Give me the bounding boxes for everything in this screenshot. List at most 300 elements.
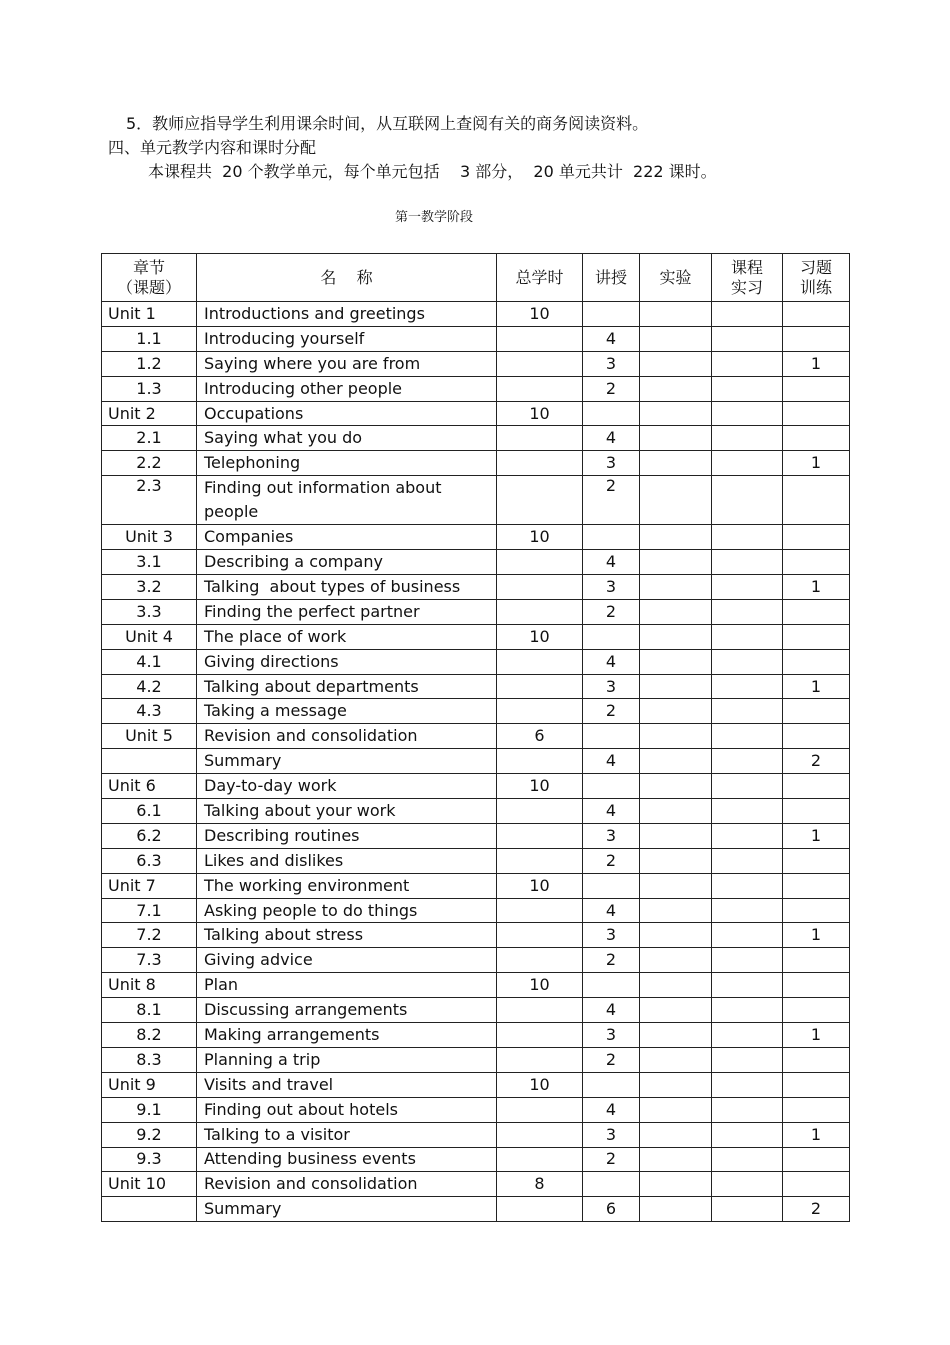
- cell-lecture: 4: [583, 326, 640, 351]
- course-summary: 本课程共 20 个教学单元，每个单元包括 3 部分， 20 单元共计 222 课时。: [148, 162, 717, 181]
- cell-total-hours: 10: [497, 873, 583, 898]
- cell-practice: [712, 1172, 783, 1197]
- cell-chapter: 3.2: [102, 575, 197, 600]
- cell-chapter: Unit 5: [102, 724, 197, 749]
- cell-exercises: [783, 1147, 850, 1172]
- cell-total-hours: [497, 575, 583, 600]
- cell-lecture: 3: [583, 1023, 640, 1048]
- cell-practice: [712, 923, 783, 948]
- cell-lab: [640, 624, 712, 649]
- cell-lab: [640, 351, 712, 376]
- table-row: [102, 948, 850, 973]
- cell-exercises: 1: [783, 923, 850, 948]
- cell-lecture: 2: [583, 699, 640, 724]
- table-row: [102, 326, 850, 351]
- cell-lab: [640, 1172, 712, 1197]
- cell-chapter: Unit 7: [102, 873, 197, 898]
- cell-total-hours: 10: [497, 973, 583, 998]
- cell-exercises: [783, 1097, 850, 1122]
- cell-exercises: 1: [783, 1122, 850, 1147]
- cell-practice: [712, 649, 783, 674]
- cell-lecture: 3: [583, 451, 640, 476]
- cell-lab: [640, 724, 712, 749]
- cell-chapter: 2.1: [102, 426, 197, 451]
- cell-exercises: [783, 476, 850, 525]
- cell-lab: [640, 476, 712, 525]
- cell-practice: [712, 973, 783, 998]
- cell-lab: [640, 1023, 712, 1048]
- cell-lecture: 3: [583, 674, 640, 699]
- cell-chapter: 1.2: [102, 351, 197, 376]
- cell-name: Talking to a visitor: [197, 1122, 497, 1147]
- cell-exercises: 1: [783, 674, 850, 699]
- table-row: [102, 799, 850, 824]
- cell-exercises: [783, 1172, 850, 1197]
- cell-chapter: Unit 10: [102, 1172, 197, 1197]
- cell-name: Introducing yourself: [197, 326, 497, 351]
- cell-total-hours: 10: [497, 774, 583, 799]
- cell-total-hours: [497, 923, 583, 948]
- cell-chapter: 6.1: [102, 799, 197, 824]
- cell-exercises: [783, 525, 850, 550]
- cell-practice: [712, 948, 783, 973]
- cell-exercises: 1: [783, 1023, 850, 1048]
- cell-total-hours: 10: [497, 624, 583, 649]
- table-row: [102, 1122, 850, 1147]
- cell-total-hours: [497, 426, 583, 451]
- table-row: [102, 351, 850, 376]
- cell-lab: [640, 426, 712, 451]
- cell-total-hours: [497, 451, 583, 476]
- cell-name: Summary: [197, 1197, 497, 1222]
- cell-total-hours: [497, 749, 583, 774]
- cell-lab: [640, 1047, 712, 1072]
- cell-name: Revision and consolidation: [197, 1172, 497, 1197]
- table-row: [102, 1097, 850, 1122]
- cell-name: Talking about stress: [197, 923, 497, 948]
- cell-practice: [712, 302, 783, 327]
- cell-lab: [640, 302, 712, 327]
- cell-total-hours: [497, 649, 583, 674]
- cell-lab: [640, 1147, 712, 1172]
- table-row: [102, 451, 850, 476]
- cell-chapter: 9.1: [102, 1097, 197, 1122]
- table-row: [102, 401, 850, 426]
- cell-exercises: [783, 1047, 850, 1072]
- cell-name: Talking about your work: [197, 799, 497, 824]
- cell-total-hours: [497, 1097, 583, 1122]
- cell-total-hours: 10: [497, 525, 583, 550]
- header-practice: 课程 实习: [712, 254, 783, 302]
- header-name: 名 称: [197, 254, 497, 302]
- table-row: [102, 724, 850, 749]
- table-row: [102, 376, 850, 401]
- cell-name: Discussing arrangements: [197, 998, 497, 1023]
- cell-practice: [712, 1072, 783, 1097]
- table-row: [102, 674, 850, 699]
- cell-exercises: [783, 1072, 850, 1097]
- cell-total-hours: 10: [497, 401, 583, 426]
- header-lecture: 讲授: [583, 254, 640, 302]
- cell-practice: [712, 699, 783, 724]
- cell-practice: [712, 873, 783, 898]
- cell-exercises: [783, 799, 850, 824]
- cell-practice: [712, 376, 783, 401]
- cell-exercises: [783, 948, 850, 973]
- cell-name: Describing a company: [197, 550, 497, 575]
- cell-chapter: 4.2: [102, 674, 197, 699]
- cell-total-hours: [497, 476, 583, 525]
- cell-name: Taking a message: [197, 699, 497, 724]
- header-total-hours: 总学时: [497, 254, 583, 302]
- cell-lab: [640, 848, 712, 873]
- table-row: [102, 998, 850, 1023]
- table-row: [102, 973, 850, 998]
- cell-chapter: Unit 8: [102, 973, 197, 998]
- cell-total-hours: [497, 599, 583, 624]
- cell-total-hours: 6: [497, 724, 583, 749]
- cell-lecture: [583, 401, 640, 426]
- cell-chapter: 7.1: [102, 898, 197, 923]
- cell-lecture: [583, 302, 640, 327]
- cell-exercises: 1: [783, 575, 850, 600]
- table-caption: 第一教学阶段: [395, 210, 474, 225]
- cell-name: Talking about departments: [197, 674, 497, 699]
- cell-total-hours: [497, 550, 583, 575]
- table-row: [102, 1172, 850, 1197]
- cell-total-hours: [497, 699, 583, 724]
- cell-lecture: [583, 724, 640, 749]
- cell-lecture: 6: [583, 1197, 640, 1222]
- table-row: [102, 1072, 850, 1097]
- cell-name: Visits and travel: [197, 1072, 497, 1097]
- cell-chapter: 3.3: [102, 599, 197, 624]
- cell-total-hours: [497, 1047, 583, 1072]
- cell-lecture: 4: [583, 998, 640, 1023]
- cell-lecture: 2: [583, 476, 640, 525]
- cell-exercises: [783, 376, 850, 401]
- header-exercises: 习题 训练: [783, 254, 850, 302]
- cell-lab: [640, 948, 712, 973]
- cell-exercises: [783, 998, 850, 1023]
- cell-lab: [640, 873, 712, 898]
- cell-lecture: 2: [583, 599, 640, 624]
- cell-lab: [640, 1072, 712, 1097]
- cell-chapter: 6.3: [102, 848, 197, 873]
- cell-chapter: 7.3: [102, 948, 197, 973]
- cell-lecture: 3: [583, 923, 640, 948]
- cell-exercises: [783, 426, 850, 451]
- table-row: [102, 823, 850, 848]
- cell-exercises: 2: [783, 749, 850, 774]
- cell-lecture: [583, 1172, 640, 1197]
- cell-practice: [712, 326, 783, 351]
- cell-name: Finding out information about people: [197, 476, 497, 525]
- table-row: [102, 699, 850, 724]
- cell-total-hours: [497, 1147, 583, 1172]
- cell-chapter: Unit 3: [102, 525, 197, 550]
- cell-lecture: 4: [583, 1097, 640, 1122]
- cell-chapter: 3.1: [102, 550, 197, 575]
- cell-practice: [712, 823, 783, 848]
- cell-practice: [712, 724, 783, 749]
- cell-practice: [712, 451, 783, 476]
- header-chapter: 章节 （课题）: [102, 254, 197, 302]
- cell-lecture: 3: [583, 1122, 640, 1147]
- cell-practice: [712, 525, 783, 550]
- cell-exercises: [783, 550, 850, 575]
- cell-lecture: 2: [583, 848, 640, 873]
- cell-total-hours: 10: [497, 1072, 583, 1097]
- cell-practice: [712, 401, 783, 426]
- cell-name: The place of work: [197, 624, 497, 649]
- cell-total-hours: 10: [497, 302, 583, 327]
- cell-chapter: Unit 9: [102, 1072, 197, 1097]
- cell-lecture: [583, 973, 640, 998]
- cell-lab: [640, 649, 712, 674]
- cell-lecture: 4: [583, 749, 640, 774]
- cell-total-hours: [497, 799, 583, 824]
- table-row: [102, 848, 850, 873]
- cell-exercises: 1: [783, 351, 850, 376]
- cell-name: Day-to-day work: [197, 774, 497, 799]
- cell-name: Saying what you do: [197, 426, 497, 451]
- cell-name: Plan: [197, 973, 497, 998]
- cell-lecture: 2: [583, 1147, 640, 1172]
- cell-lecture: 2: [583, 1047, 640, 1072]
- cell-lab: [640, 699, 712, 724]
- cell-practice: [712, 351, 783, 376]
- cell-lecture: 2: [583, 376, 640, 401]
- cell-practice: [712, 674, 783, 699]
- cell-lab: [640, 575, 712, 600]
- cell-practice: [712, 799, 783, 824]
- section-heading: 四、单元教学内容和课时分配: [108, 138, 317, 157]
- table-row: [102, 898, 850, 923]
- cell-chapter: 1.1: [102, 326, 197, 351]
- table-row: [102, 599, 850, 624]
- cell-total-hours: [497, 376, 583, 401]
- cell-exercises: [783, 599, 850, 624]
- cell-name: Giving advice: [197, 948, 497, 973]
- cell-practice: [712, 774, 783, 799]
- cell-total-hours: [497, 823, 583, 848]
- cell-lab: [640, 1097, 712, 1122]
- table-row: [102, 649, 850, 674]
- table-row: [102, 302, 850, 327]
- cell-practice: [712, 998, 783, 1023]
- cell-lecture: 4: [583, 550, 640, 575]
- cell-chapter: 7.2: [102, 923, 197, 948]
- cell-chapter: 8.1: [102, 998, 197, 1023]
- cell-name: Asking people to do things: [197, 898, 497, 923]
- cell-name: Describing routines: [197, 823, 497, 848]
- cell-exercises: [783, 873, 850, 898]
- cell-total-hours: [497, 674, 583, 699]
- cell-lab: [640, 550, 712, 575]
- cell-name: Finding the perfect partner: [197, 599, 497, 624]
- header-lab: 实验: [640, 254, 712, 302]
- cell-lecture: [583, 624, 640, 649]
- cell-exercises: [783, 302, 850, 327]
- cell-lab: [640, 749, 712, 774]
- cell-exercises: [783, 699, 850, 724]
- table-row: [102, 1147, 850, 1172]
- cell-chapter: Unit 4: [102, 624, 197, 649]
- cell-total-hours: [497, 326, 583, 351]
- cell-practice: [712, 898, 783, 923]
- cell-lecture: 4: [583, 426, 640, 451]
- table-row: [102, 1047, 850, 1072]
- cell-exercises: 1: [783, 823, 850, 848]
- cell-practice: [712, 848, 783, 873]
- table-row: [102, 550, 850, 575]
- cell-chapter: [102, 1197, 197, 1222]
- cell-exercises: [783, 401, 850, 426]
- cell-name: Giving directions: [197, 649, 497, 674]
- cell-practice: [712, 599, 783, 624]
- cell-lab: [640, 451, 712, 476]
- cell-lab: [640, 1197, 712, 1222]
- cell-exercises: [783, 326, 850, 351]
- cell-total-hours: 8: [497, 1172, 583, 1197]
- schedule-table: [101, 253, 850, 1222]
- cell-name: Talking about types of business: [197, 575, 497, 600]
- table-row: [102, 1197, 850, 1222]
- table-row: [102, 749, 850, 774]
- cell-name: Planning a trip: [197, 1047, 497, 1072]
- cell-lab: [640, 823, 712, 848]
- cell-lecture: 4: [583, 649, 640, 674]
- table-row: [102, 575, 850, 600]
- cell-lab: [640, 525, 712, 550]
- cell-lecture: [583, 1072, 640, 1097]
- cell-exercises: [783, 649, 850, 674]
- cell-exercises: [783, 848, 850, 873]
- cell-name: Introducing other people: [197, 376, 497, 401]
- cell-name: Attending business events: [197, 1147, 497, 1172]
- cell-exercises: 1: [783, 451, 850, 476]
- cell-name: The working environment: [197, 873, 497, 898]
- cell-lecture: [583, 774, 640, 799]
- cell-lecture: [583, 525, 640, 550]
- cell-name: Occupations: [197, 401, 497, 426]
- cell-total-hours: [497, 1023, 583, 1048]
- cell-practice: [712, 749, 783, 774]
- table-row: [102, 774, 850, 799]
- table-row: [102, 525, 850, 550]
- cell-lab: [640, 898, 712, 923]
- cell-name: Saying where you are from: [197, 351, 497, 376]
- cell-name: Revision and consolidation: [197, 724, 497, 749]
- cell-practice: [712, 1097, 783, 1122]
- cell-practice: [712, 1147, 783, 1172]
- cell-practice: [712, 1023, 783, 1048]
- table-header-row: [102, 254, 850, 302]
- cell-exercises: [783, 724, 850, 749]
- table-row: [102, 1023, 850, 1048]
- cell-lecture: 3: [583, 575, 640, 600]
- cell-practice: [712, 426, 783, 451]
- cell-exercises: 2: [783, 1197, 850, 1222]
- cell-total-hours: [497, 948, 583, 973]
- cell-name: Likes and dislikes: [197, 848, 497, 873]
- cell-lab: [640, 326, 712, 351]
- cell-practice: [712, 476, 783, 525]
- cell-total-hours: [497, 848, 583, 873]
- cell-lab: [640, 774, 712, 799]
- cell-lab: [640, 401, 712, 426]
- cell-total-hours: [497, 1122, 583, 1147]
- table-row: [102, 923, 850, 948]
- cell-name: Finding out about hotels: [197, 1097, 497, 1122]
- cell-chapter: [102, 749, 197, 774]
- cell-lecture: 4: [583, 799, 640, 824]
- cell-chapter: 1.3: [102, 376, 197, 401]
- cell-chapter: Unit 6: [102, 774, 197, 799]
- cell-chapter: 8.3: [102, 1047, 197, 1072]
- cell-lab: [640, 674, 712, 699]
- cell-lab: [640, 376, 712, 401]
- instruction-item-5: 5．教师应指导学生利用课余时间，从互联网上查阅有关的商务阅读资料。: [126, 114, 649, 133]
- cell-total-hours: [497, 998, 583, 1023]
- cell-practice: [712, 1197, 783, 1222]
- cell-practice: [712, 624, 783, 649]
- cell-lab: [640, 599, 712, 624]
- cell-chapter: 8.2: [102, 1023, 197, 1048]
- cell-chapter: 2.3: [102, 476, 197, 525]
- cell-chapter: 6.2: [102, 823, 197, 848]
- cell-chapter: 9.3: [102, 1147, 197, 1172]
- cell-total-hours: [497, 1197, 583, 1222]
- cell-lab: [640, 1122, 712, 1147]
- cell-exercises: [783, 898, 850, 923]
- cell-practice: [712, 1047, 783, 1072]
- cell-lecture: [583, 873, 640, 898]
- cell-practice: [712, 550, 783, 575]
- cell-name: Making arrangements: [197, 1023, 497, 1048]
- cell-practice: [712, 1122, 783, 1147]
- table-row: [102, 873, 850, 898]
- cell-name: Introductions and greetings: [197, 302, 497, 327]
- cell-chapter: 9.2: [102, 1122, 197, 1147]
- cell-chapter: Unit 1: [102, 302, 197, 327]
- cell-practice: [712, 575, 783, 600]
- cell-lab: [640, 973, 712, 998]
- cell-name: Telephoning: [197, 451, 497, 476]
- cell-lab: [640, 998, 712, 1023]
- table-row: [102, 476, 850, 525]
- table-row: [102, 624, 850, 649]
- cell-lecture: 3: [583, 823, 640, 848]
- cell-chapter: Unit 2: [102, 401, 197, 426]
- cell-lecture: 3: [583, 351, 640, 376]
- cell-lab: [640, 923, 712, 948]
- cell-total-hours: [497, 898, 583, 923]
- cell-lecture: 2: [583, 948, 640, 973]
- cell-lab: [640, 799, 712, 824]
- cell-exercises: [783, 624, 850, 649]
- cell-chapter: 4.3: [102, 699, 197, 724]
- cell-name: Companies: [197, 525, 497, 550]
- cell-chapter: 2.2: [102, 451, 197, 476]
- table-row: [102, 426, 850, 451]
- cell-exercises: [783, 973, 850, 998]
- cell-name: Summary: [197, 749, 497, 774]
- cell-chapter: 4.1: [102, 649, 197, 674]
- cell-lecture: 4: [583, 898, 640, 923]
- cell-exercises: [783, 774, 850, 799]
